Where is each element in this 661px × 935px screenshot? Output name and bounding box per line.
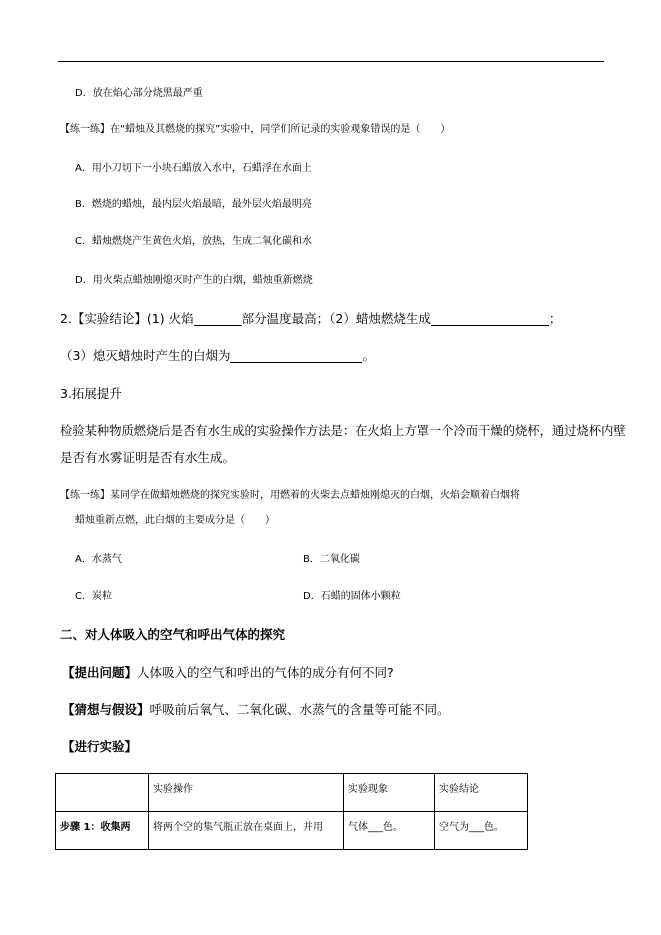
blank-2[interactable]	[431, 314, 549, 326]
table-cell: 将两个空的集气瓶正放在桌面上，并用	[149, 812, 344, 850]
conclusion-line2	[60, 350, 375, 363]
conclusion-text2: 部分温度最高；（2）蜡烛燃烧生成	[241, 311, 431, 326]
table-cell: 步骤 1：收集两	[56, 812, 149, 850]
table-cell: 空气为___色。	[435, 812, 528, 850]
practice2-line2: 蜡烛重新点燃，此白烟的主要成分是（ ）	[75, 515, 275, 526]
question-text: 人体吸入的空气和呼出的气体的成分有何不同?	[137, 665, 394, 680]
hypothesis-label: 【猜想与假设】	[62, 702, 150, 717]
table-header: 实验现象	[344, 774, 435, 812]
practice2-option-d: D．石蜡的固体小颗粒	[303, 591, 401, 602]
table-cell: 气体___色。	[344, 812, 435, 850]
practice2-option-a: A．水蒸气	[75, 554, 122, 565]
extend-line1: 检验某种物质燃烧后是否有水生成的实验操作方法是：在火焰上方罩一个冷而干燥的烧杯，通过烧杯内壁	[60, 424, 626, 438]
option-d: D．放在焰心部分烧黑最严重	[75, 88, 203, 99]
table-row	[56, 812, 528, 850]
extend-line2: 是否有水雾证明是否有水生成。	[60, 450, 236, 465]
section2-title: 二、对人体吸入的空气和呼出气体的探究	[60, 627, 286, 642]
hypothesis-line	[62, 704, 450, 717]
practice1-option-b: B．燃烧的蜡烛，最内层火焰最暗，最外层火焰最明亮	[75, 199, 312, 210]
hypothesis-text: 呼吸前后氧气、二氧化碳、水蒸气的含量等可能不同。	[149, 702, 450, 717]
table-header	[56, 774, 149, 812]
table-header: 实验操作	[149, 774, 344, 812]
practice1-stem: 【练一练】在“蜡烛及其燃烧的探究”实验中，同学们所记录的实验观象错误的是（ ）	[60, 124, 451, 135]
practice1-option-d: D．用火柴点蜡烛刚熄灭时产生的白烟，蜡烛重新燃烧	[75, 275, 313, 286]
question-line	[62, 667, 394, 680]
conclusion-text3: ；	[548, 311, 562, 326]
table-header-row	[56, 774, 528, 812]
table-header: 实验结论	[435, 774, 528, 812]
extend-title: 3.拓展提升	[60, 386, 122, 401]
practice2-line1: 【练一练】某同学在做蜡烛燃烧的探究实验时，用燃着的火柴去点蜡烛刚熄灭的白烟，火焰会顺着白烟将	[60, 490, 520, 501]
practice2-option-c: C．炭粒	[75, 591, 112, 602]
practice2-option-b: B．二氧化碳	[303, 554, 360, 565]
blank-3[interactable]	[230, 351, 362, 363]
conclusion-text4: （3）熄灭蜡烛时产生的白烟为	[60, 348, 231, 363]
conclusion-text1: 2.【实验结论】(1) 火焰	[60, 311, 194, 326]
conclusion-text5: 。	[362, 348, 375, 363]
practice1-option-c: C．蜡烛燃烧产生黄色火焰，放热，生成二氧化碳和水	[75, 236, 312, 247]
blank-1[interactable]	[194, 314, 242, 326]
experiment-label: 【进行实验】	[62, 739, 138, 754]
conclusion-line1	[60, 313, 561, 326]
header-rule	[58, 61, 604, 62]
question-label: 【提出问题】	[62, 665, 138, 680]
practice1-option-a: A．用小刀切下一小块石蜡放入水中，石蜡浮在水面上	[75, 163, 312, 174]
experiment-table	[55, 773, 528, 850]
